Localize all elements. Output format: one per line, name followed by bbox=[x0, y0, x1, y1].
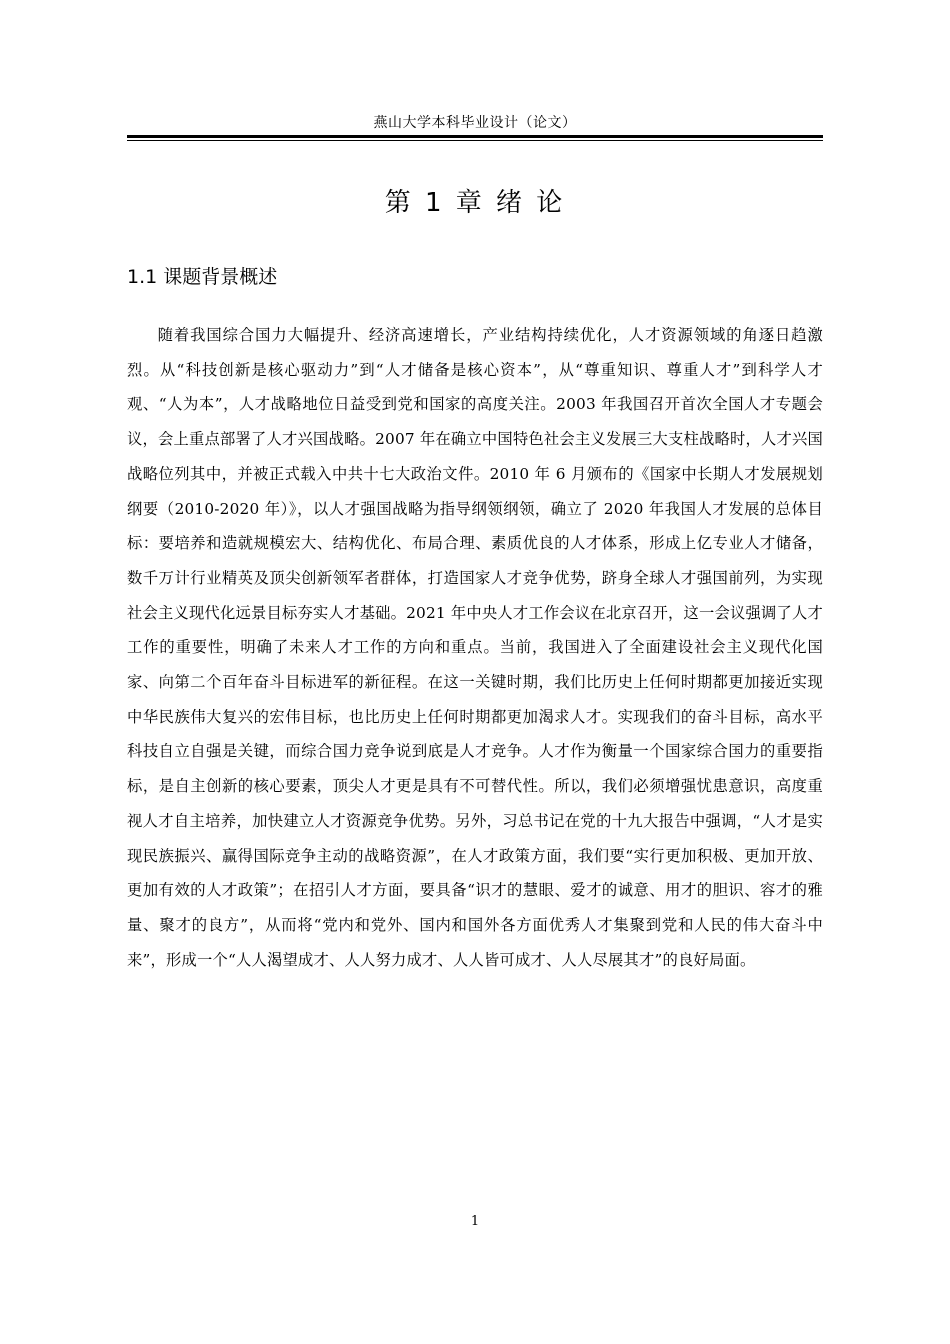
section-heading: 1.1 课题背景概述 bbox=[127, 266, 278, 288]
running-header: 燕山大学本科毕业设计（论文） bbox=[373, 115, 577, 131]
header-double-rule bbox=[127, 135, 823, 141]
body-paragraph: 随着我国综合国力大幅提升、经济高速增长，产业结构持续优化，人才资源领域的角逐日趋激烈。从“科技创新是核心驱动力”到“人才储备是核心资本”，从“尊重知识、尊重人才”到科学人才观、“人为本”，人才战略地位日益受到党和国家的高度关注。2003 年我国召开首次全国人才专题会议，会上重点部署了人才兴国战略。2007 年在确立中国特色社会主义发展三大支柱战略时，人才兴国战略位列其中，并被正式载入中共十七大政治文件。2010 年 6 月颁布的《国家中长期人才发展规划纲要（2010-2020 年）》，以人才强国战略为指导纲领纲领，确立了 2020 年我国人才发展的总体目标：要培养和造就规模宏大、结构优化、布局合理、素质优良的人才体系，形成上亿专业人才储备，数千万计行业精英及顶尖创新领军者群体，打造国家人才竞争优势，跻身全球人才强国前列，为实现社会主义现代化远景目标夯实人才基础。2021 年中央人才工作会议在北京召开，这一会议强调了人才工作的重要性，明确了未来人才工作的方向和重点。当前，我国进入了全面建设社会主义现代化国家、向第二个百年奋斗目标进军的新征程。在这一关键时期，我们比历史上任何时期都更加接近实现中华民族伟大复兴的宏伟目标，也比历史上任何时期都更加渴求人才。实现我们的奋斗目标，高水平科技自立自强是关键，而综合国力竞争说到底是人才竞争。人才作为衡量一个国家综合国力的重要指标，是自主创新的核心要素，顶尖人才更是具有不可替代性。所以，我们必须增强忧患意识，高度重视人才自主培养，加快建立人才资源竞争优势。另外，习总书记在党的十九大报告中强调，“人才是实现民族振兴、赢得国际竞争主动的战略资源”，在人才政策方面，我们要“实行更加积极、更加开放、更加有效的人才政策”；在招引人才方面，要具备“识才的慧眼、爱才的诚意、用才的胆识、容才的雅量、聚才的良方”，从而将“党内和党外、国内和国外各方面优秀人才集聚到党和人民的伟大奋斗中来”，形成一个“人人渴望成才、人人努力成才、人人皆可成才、人人尽展其才”的良好局面。 bbox=[127, 326, 823, 969]
page-number: 1 bbox=[470, 1214, 480, 1229]
chapter-title: 第 1 章 绪 论 bbox=[384, 188, 566, 218]
